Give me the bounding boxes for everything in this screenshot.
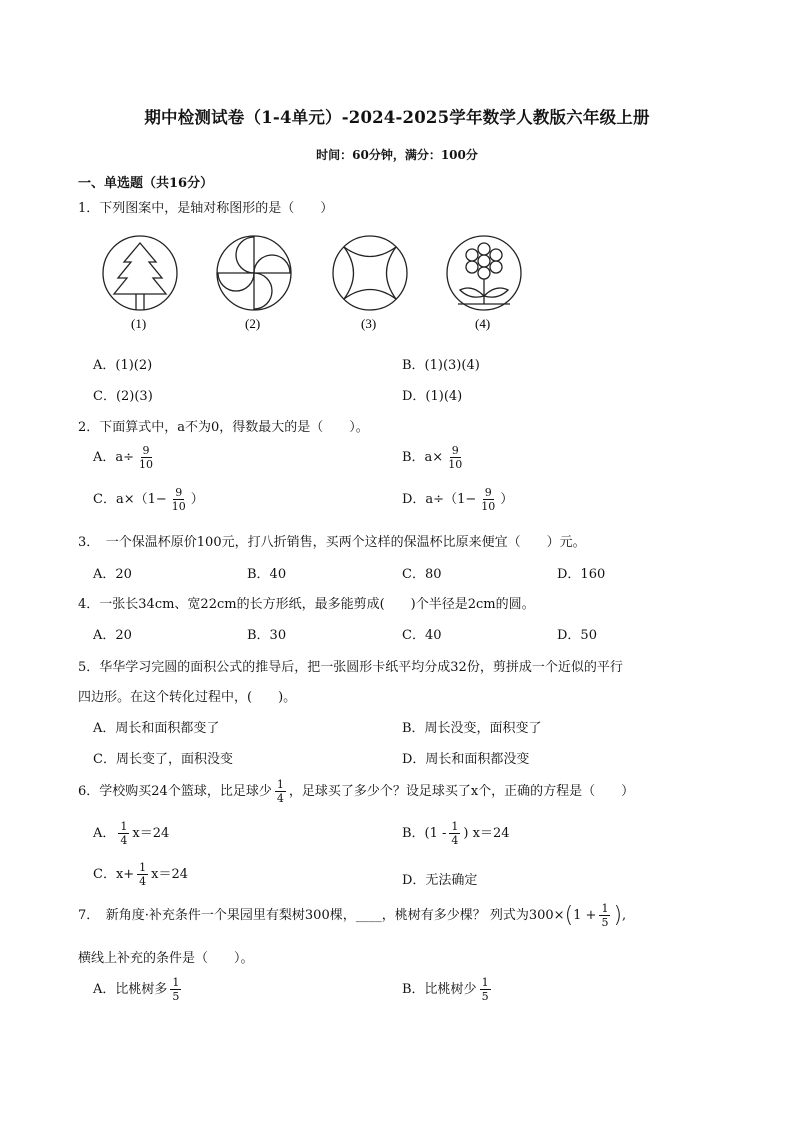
q2-option-b[interactable] [402, 444, 467, 471]
question-7-stem [78, 902, 626, 929]
q5-option-b[interactable]: B．周长没变，面积变了 [402, 721, 542, 736]
q2-option-c[interactable] [93, 486, 204, 513]
q5-option-a[interactable]: A．周长和面积都变了 [93, 721, 220, 736]
q7-option-a[interactable] [93, 976, 184, 1003]
stem-text: ，足球买了多少个？设足球买了x个，正确的方程是（ ） [288, 784, 635, 799]
question-3-stem: 3． 一个保温杯原价100元，打八折销售，买两个这样的保温杯比原来便宜（ ）元。 [78, 535, 586, 550]
q3-option-b[interactable]: B．40 [247, 567, 287, 582]
option-text: A．a÷ [93, 450, 135, 465]
option-text: D．a÷（1− [402, 492, 477, 507]
q6-option-b[interactable] [402, 820, 510, 847]
page-title: 期中检测试卷（1-4单元）-2024-2025学年数学人教版六年级上册 [144, 108, 650, 127]
figure-label-3: (3) [361, 316, 377, 331]
question-1-stem: 1．下列图案中，是轴对称图形的是（ ） [78, 201, 334, 216]
option-text: A． [93, 826, 116, 841]
q4-option-a[interactable]: A．20 [93, 628, 132, 643]
question-2-stem: 2．下面算式中，a不为0，得数最大的是（ ）。 [78, 420, 369, 435]
option-text: x＝24 [132, 826, 170, 841]
option-text: B．(1 - [402, 826, 447, 841]
pinwheel-pattern-icon [217, 236, 291, 310]
question-1-figure [92, 228, 532, 336]
q1-option-b[interactable]: B．(1)(3)(4) [402, 358, 480, 373]
figure-label-4: (4) [475, 316, 491, 331]
figure-label-1: (1) [131, 316, 147, 331]
question-7-stem-line2: 横线上补充的条件是（ ）。 [78, 951, 254, 966]
figure-label-2: (2) [245, 316, 261, 331]
fraction: $\frac{9}{10}$ [171, 486, 186, 513]
stem-text: 6．学校购买24个篮球，比足球少 [78, 784, 272, 799]
fraction: $\frac{9}{10}$ [481, 486, 496, 513]
fraction: $\frac{1}{4}$ [276, 778, 284, 805]
q4-option-c[interactable]: C．40 [402, 628, 442, 643]
q4-option-d[interactable]: D．50 [557, 628, 597, 643]
q1-option-d[interactable]: D．(1)(4) [402, 389, 463, 404]
option-text: A．比桃树多 [93, 982, 168, 997]
question-5-stem-line1: 5．华华学习完圆的面积公式的推导后，把一张圆形卡纸平均分成32份，剪拼成一个近似的平行 [78, 660, 623, 675]
q3-option-a[interactable]: A．20 [93, 567, 132, 582]
question-6-stem [78, 778, 634, 805]
tree-pattern-icon [103, 236, 177, 310]
fraction: $\frac{1}{4}$ [451, 820, 459, 847]
q5-option-c[interactable]: C．周长变了，面积没变 [93, 752, 233, 767]
fraction: $\frac{1}{5}$ [481, 976, 489, 1003]
stem-text: 1 + [573, 908, 597, 923]
stem-text: , [622, 908, 627, 923]
option-text: C．x+ [93, 867, 135, 882]
fraction: $\frac{9}{10}$ [448, 444, 463, 471]
q1-option-a[interactable]: A．(1)(2) [93, 358, 153, 373]
option-text: B．a× [402, 450, 444, 465]
option-text: C．a×（1− [93, 492, 167, 507]
q2-option-d[interactable] [402, 486, 513, 513]
q1-option-c[interactable]: C．(2)(3) [93, 389, 153, 404]
open-paren: ( [564, 903, 574, 928]
fraction: $\frac{1}{4}$ [120, 820, 128, 847]
q6-option-d[interactable]: D．无法确定 [402, 873, 478, 888]
stem-text: 7． 新角度·补充条件一个果园里有梨树300棵，____，桃树有多少棵？ 列式为300× [78, 908, 565, 923]
q2-option-a[interactable] [93, 444, 158, 471]
fraction: $\frac{1}{5}$ [172, 976, 180, 1003]
exam-info: 时间：60分钟，满分：100分 [316, 148, 478, 162]
option-text: x＝24 [151, 867, 189, 882]
q3-option-c[interactable]: C．80 [402, 567, 442, 582]
question-4-stem: 4．一张长34cm、宽22cm的长方形纸，最多能剪成( )个半径是2cm的圆。 [78, 597, 535, 612]
close-paren: ） [500, 492, 514, 507]
close-paren: ） [190, 492, 204, 507]
flower-pattern-icon [447, 236, 521, 310]
close-paren: ) [613, 903, 623, 928]
q4-option-b[interactable]: B．30 [247, 628, 287, 643]
fraction: $\frac{9}{10}$ [139, 444, 154, 471]
option-text: B．比桃树少 [402, 982, 477, 997]
q6-option-c[interactable] [93, 861, 188, 888]
fraction: $\frac{1}{4}$ [139, 861, 147, 888]
q7-option-b[interactable] [402, 976, 494, 1003]
option-text: ) x＝24 [463, 826, 510, 841]
question-5-stem-line2: 四边形。在这个转化过程中，( )。 [78, 690, 297, 705]
arc-pattern-icon [333, 236, 407, 310]
section-heading: 一、单选题（共16分） [78, 176, 214, 191]
q5-option-d[interactable]: D．周长和面积都没变 [402, 752, 530, 767]
q6-option-a[interactable] [93, 820, 169, 847]
fraction: $\frac{1}{5}$ [601, 902, 609, 929]
q3-option-d[interactable]: D．160 [557, 567, 606, 582]
